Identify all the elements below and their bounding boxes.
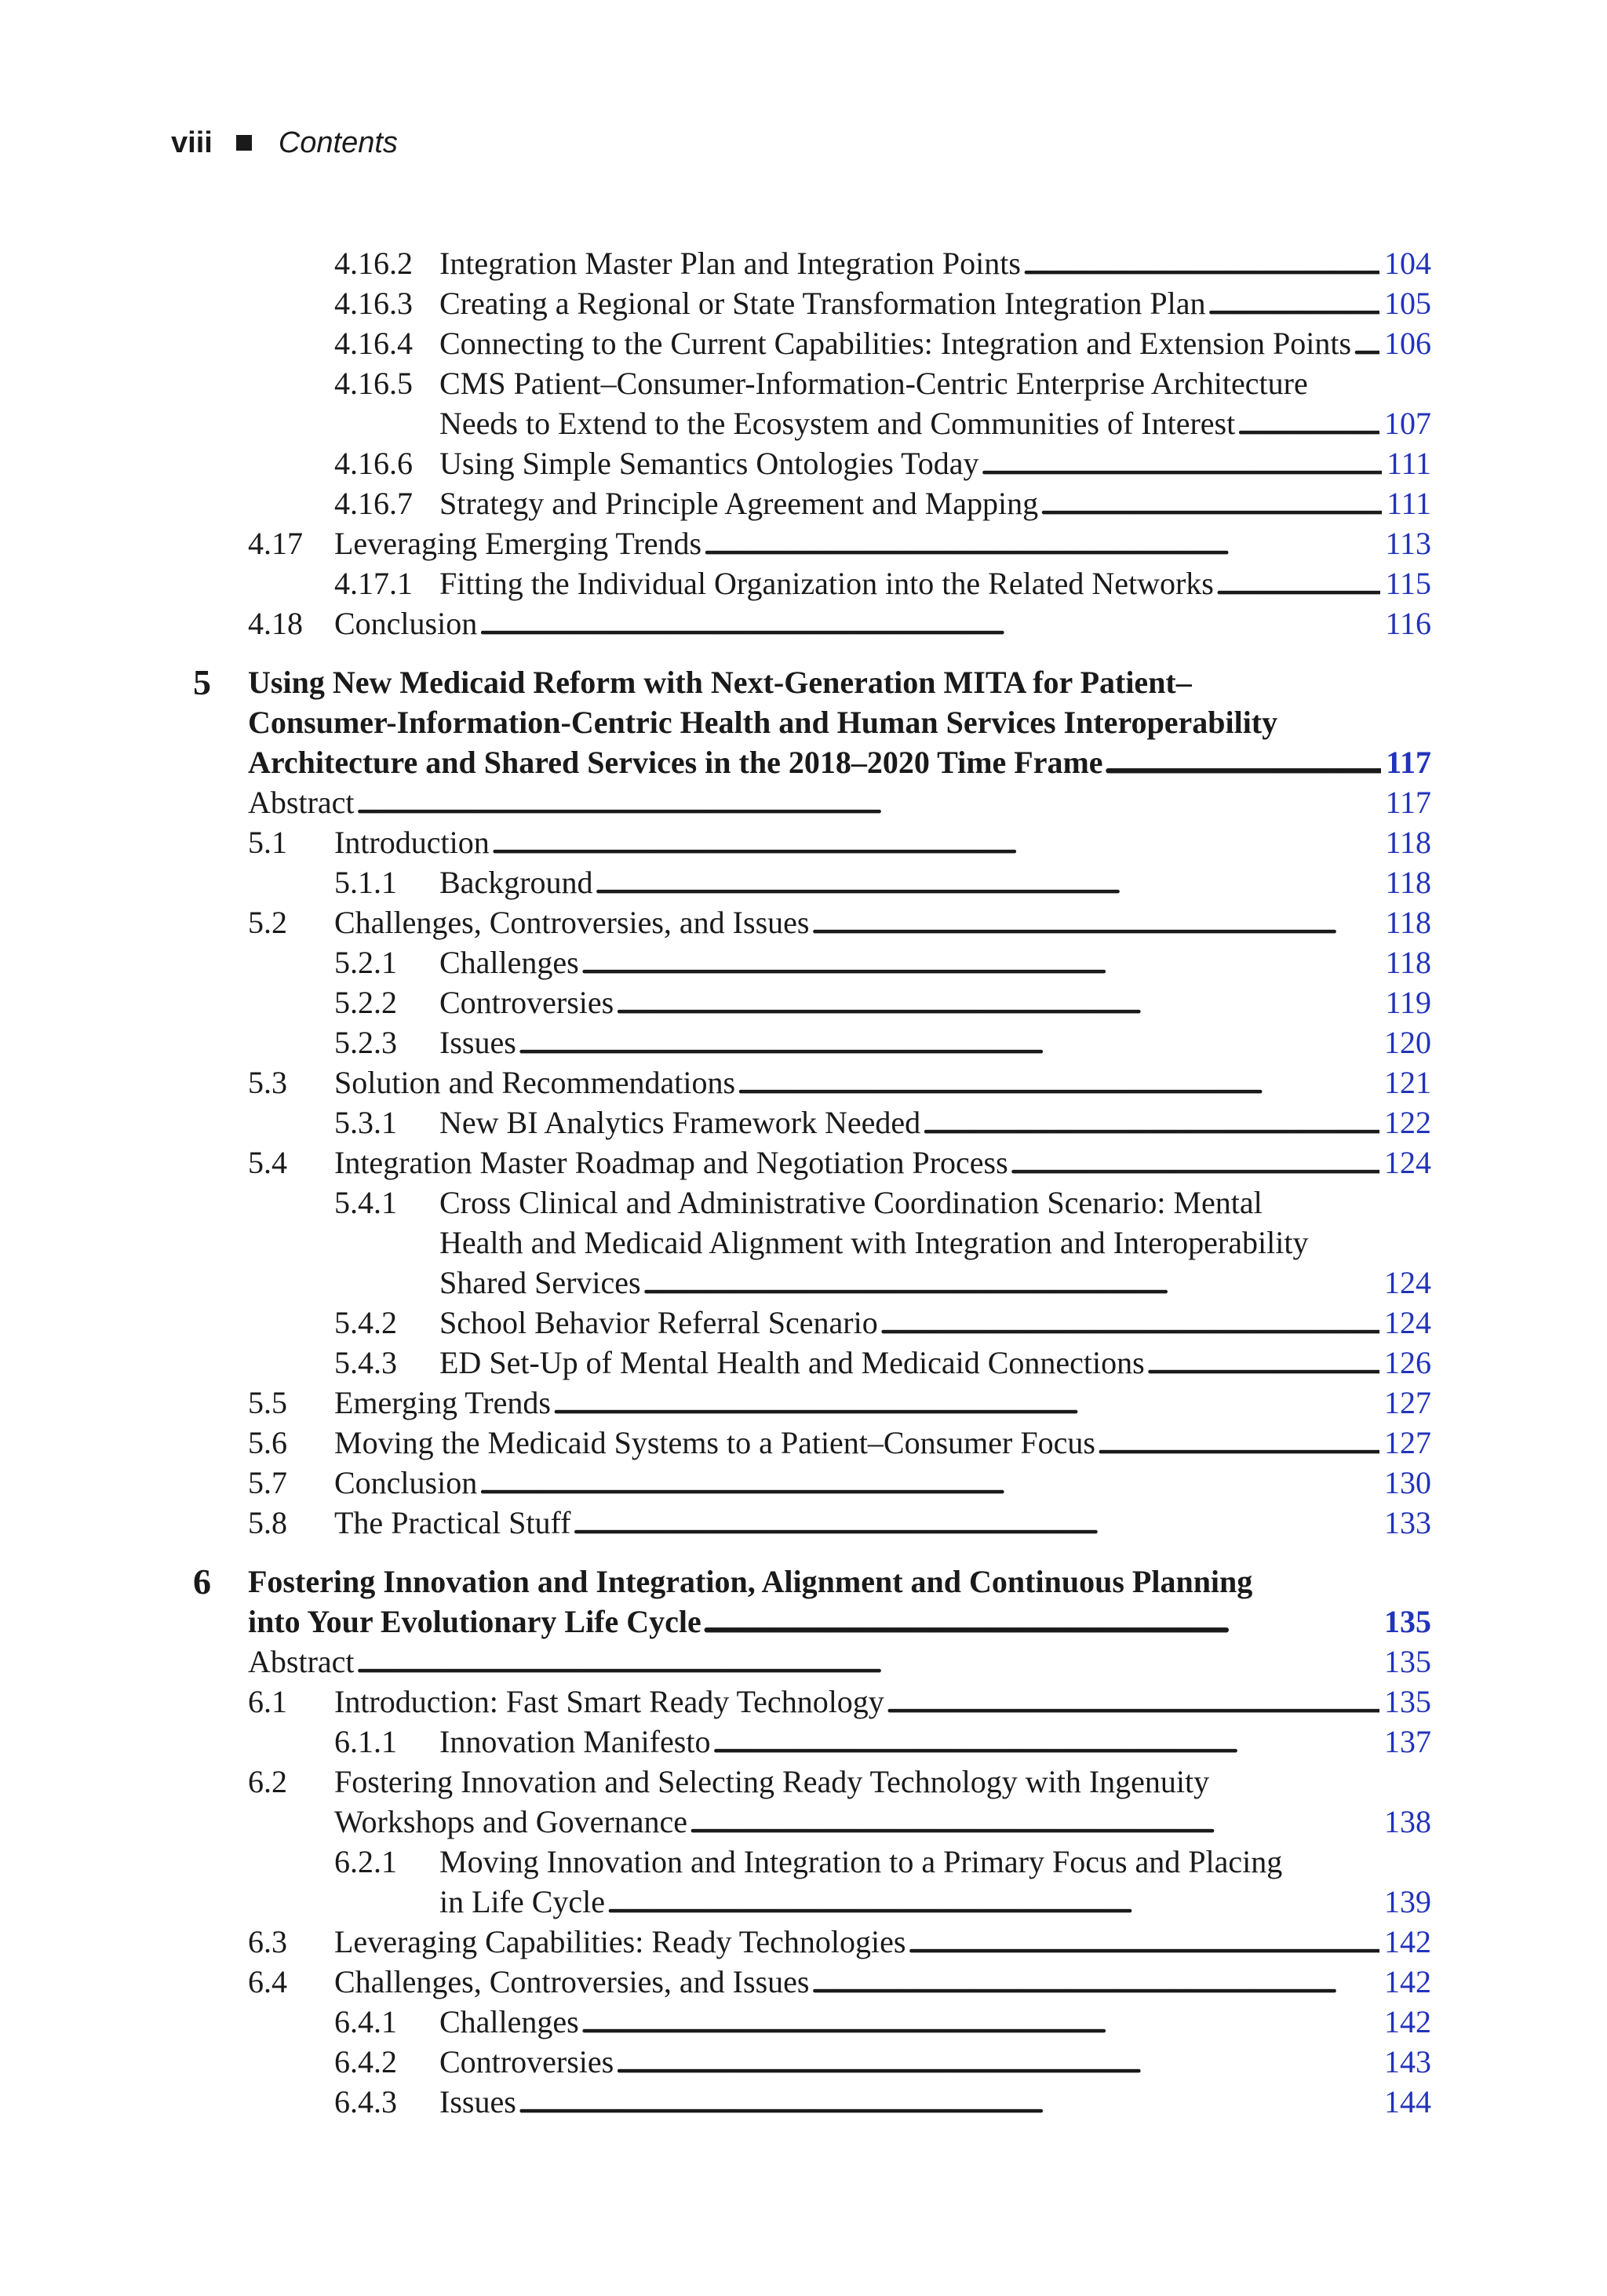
- toc-entry-title: New BI Analytics Framework Needed: [439, 1105, 921, 1140]
- dot-leader: [615, 2042, 1379, 2082]
- toc-entry[interactable]: [0, 982, 1607, 1022]
- toc-page-link[interactable]: 139: [1384, 1884, 1431, 1919]
- toc-entry-number: 6.1.1: [334, 1724, 397, 1759]
- toc-entry[interactable]: [0, 1183, 1607, 1303]
- toc-entry-number: 6.4.3: [334, 2084, 397, 2119]
- toc-entry[interactable]: [0, 1762, 1607, 1842]
- toc-chapter-entry[interactable]: [0, 662, 1607, 782]
- toc-page-link[interactable]: 142: [1384, 1964, 1431, 1999]
- toc-entry-number: 6.2.1: [334, 1844, 397, 1879]
- table-of-contents: [0, 243, 1607, 2122]
- toc-entry-title: into Your Evolutionary Life Cycle: [248, 1604, 701, 1639]
- toc-entry-title: Fitting the Individual Organization into the Related Networks: [439, 566, 1214, 601]
- dot-leader: [1097, 1423, 1379, 1463]
- toc-entry-title: Controversies: [439, 2044, 614, 2079]
- toc-entry[interactable]: [0, 1423, 1607, 1463]
- toc-entry-number: 5.6: [248, 1425, 287, 1460]
- toc-entry[interactable]: [0, 283, 1607, 323]
- toc-entry-title: Introduction: Fast Smart Ready Technology: [334, 1684, 884, 1719]
- page-folio: viii: [171, 126, 213, 159]
- toc-page-link[interactable]: 124: [1384, 1305, 1431, 1340]
- toc-entry[interactable]: [0, 902, 1607, 942]
- toc-entry[interactable]: [0, 2002, 1607, 2042]
- toc-page-link[interactable]: 119: [1385, 985, 1431, 1020]
- toc-entry[interactable]: [0, 862, 1607, 902]
- toc-entry-number: 5.5: [248, 1385, 287, 1420]
- toc-entry[interactable]: [0, 1922, 1607, 1962]
- toc-entry-number: 6.4.1: [334, 2004, 397, 2039]
- toc-entry-title: Moving the Medicaid Systems to a Patient–Consumer Focus: [334, 1425, 1095, 1460]
- toc-entry-title-line: Cross Clinical and Administrative Coordination Scenario: Mental: [439, 1185, 1263, 1220]
- toc-page-link[interactable]: 130: [1384, 1465, 1431, 1500]
- toc-page-link[interactable]: 144: [1384, 2084, 1431, 2119]
- toc-entry-number: 4.16.6: [334, 446, 413, 481]
- toc-page-link[interactable]: 135: [1384, 1644, 1431, 1679]
- dot-leader: [572, 1503, 1379, 1543]
- dot-leader: [607, 1882, 1379, 1922]
- toc-entry-title: Challenges, Controversies, and Issues: [334, 905, 810, 940]
- toc-page-link[interactable]: 121: [1384, 1065, 1431, 1100]
- toc-entry-number: 5.4.1: [334, 1185, 397, 1220]
- toc-entry-number: 6: [193, 1562, 211, 1602]
- toc-entry-number: 6.4: [248, 1964, 287, 1999]
- toc-entry[interactable]: [0, 1962, 1607, 2002]
- toc-entry[interactable]: [0, 1383, 1607, 1423]
- toc-entry-title: Conclusion: [334, 1465, 478, 1500]
- dot-leader: [518, 2082, 1379, 2122]
- toc-entry[interactable]: [0, 1102, 1607, 1143]
- toc-entry[interactable]: [0, 443, 1607, 483]
- toc-page-link[interactable]: 120: [1384, 1025, 1431, 1060]
- toc-entry-title: Conclusion: [334, 606, 478, 641]
- toc-entry[interactable]: [0, 1022, 1607, 1062]
- toc-entry-title-line: Using New Medicaid Reform with Next-Generation MITA for Patient–: [248, 665, 1192, 700]
- toc-page-link[interactable]: 118: [1385, 905, 1431, 940]
- toc-page-link[interactable]: 105: [1384, 286, 1431, 321]
- dot-leader: [703, 523, 1380, 563]
- toc-page-link[interactable]: 117: [1385, 785, 1431, 820]
- dot-leader: [811, 1962, 1379, 2002]
- toc-page-link[interactable]: 117: [1386, 745, 1431, 780]
- dot-leader: [886, 1682, 1379, 1722]
- toc-entry-title: Background: [439, 865, 593, 900]
- dot-leader: [981, 443, 1382, 483]
- toc-entry-title: Solution and Recommendations: [334, 1065, 736, 1100]
- toc-page-link[interactable]: 115: [1385, 566, 1431, 601]
- toc-entry-title-line: CMS Patient–Consumer-Information-Centric Enterprise Architecture: [439, 366, 1308, 401]
- toc-entry-title: Workshops and Governance: [334, 1804, 687, 1839]
- dot-leader: [703, 1602, 1379, 1642]
- toc-entry-title: Challenges: [439, 2004, 579, 2039]
- running-head-title: Contents: [278, 126, 398, 159]
- toc-entry-number: 6.3: [248, 1924, 287, 1959]
- toc-entry-title: ED Set-Up of Mental Health and Medicaid Connections: [439, 1345, 1145, 1380]
- toc-entry-title-line: Moving Innovation and Integration to a Primary Focus and Placing: [439, 1844, 1283, 1879]
- toc-entry-number: 5.1: [248, 825, 287, 860]
- dot-leader: [1010, 1143, 1379, 1183]
- toc-page-link[interactable]: 143: [1384, 2044, 1431, 2079]
- toc-page-link[interactable]: 124: [1384, 1265, 1431, 1300]
- toc-entry-title: in Life Cycle: [439, 1884, 606, 1919]
- dot-leader: [880, 1303, 1379, 1343]
- toc-entry[interactable]: [0, 1062, 1607, 1102]
- dot-leader: [689, 1802, 1379, 1842]
- toc-entry-number: 5.2: [248, 905, 287, 940]
- toc-entry-title: Integration Master Roadmap and Negotiation Process: [334, 1145, 1008, 1180]
- toc-entry-title: The Practical Stuff: [334, 1505, 571, 1540]
- toc-page-link[interactable]: 122: [1384, 1105, 1431, 1140]
- toc-entry-title-line: Consumer-Information-Centric Health and Human Services Interoperability: [248, 705, 1278, 740]
- toc-entry-number: 4.16.5: [334, 366, 413, 401]
- dot-leader: [479, 603, 1380, 643]
- toc-entry-title: Strategy and Principle Agreement and Mapping: [439, 486, 1039, 521]
- toc-page-link[interactable]: 118: [1385, 825, 1431, 860]
- toc-page-link[interactable]: 107: [1384, 406, 1431, 441]
- toc-entry-number: 5.4.3: [334, 1345, 397, 1380]
- toc-entry-title: Needs to Extend to the Ecosystem and Communities of Interest: [439, 406, 1236, 441]
- dot-leader: [737, 1062, 1379, 1102]
- toc-entry-number: 5.3: [248, 1065, 287, 1100]
- toc-page-link[interactable]: 106: [1384, 326, 1431, 361]
- dot-leader: [922, 1102, 1379, 1143]
- toc-entry[interactable]: [0, 603, 1607, 643]
- toc-page-link[interactable]: 118: [1385, 865, 1431, 900]
- dot-leader: [552, 1383, 1379, 1423]
- toc-entry-number: 5.2.2: [334, 985, 397, 1020]
- dot-leader: [356, 1642, 1379, 1682]
- dot-leader: [1207, 283, 1379, 323]
- toc-entry-title: Controversies: [439, 985, 614, 1020]
- toc-page-link[interactable]: 116: [1385, 606, 1431, 641]
- toc-entry-number: 5: [193, 662, 211, 702]
- dot-leader: [581, 942, 1381, 982]
- toc-page-link[interactable]: 118: [1385, 945, 1431, 980]
- toc-entry-number: 4.18: [248, 606, 303, 641]
- toc-entry-title: Innovation Manifesto: [439, 1724, 711, 1759]
- square-separator-icon: [236, 135, 252, 151]
- toc-entry-title: Abstract: [248, 785, 355, 820]
- toc-entry-number: 5.1.1: [334, 865, 397, 900]
- toc-page-link[interactable]: 124: [1384, 1145, 1431, 1180]
- toc-entry[interactable]: [0, 563, 1607, 603]
- toc-entry-title-line: Fostering Innovation and Integration, Alignment and Continuous Planning: [248, 1564, 1253, 1599]
- dot-leader: [581, 2002, 1379, 2042]
- toc-entry[interactable]: [0, 1642, 1607, 1682]
- toc-entry[interactable]: [0, 1343, 1607, 1383]
- toc-entry-title: Shared Services: [439, 1265, 641, 1300]
- dot-leader: [518, 1022, 1379, 1062]
- toc-page-link[interactable]: 142: [1384, 1924, 1431, 1959]
- toc-entry-number: 5.4.2: [334, 1305, 397, 1340]
- toc-entry-number: 4.17.1: [334, 566, 413, 601]
- toc-entry[interactable]: [0, 523, 1607, 563]
- dot-leader: [615, 982, 1380, 1022]
- toc-entry[interactable]: [0, 1842, 1607, 1922]
- toc-entry-title: Challenges, Controversies, and Issues: [334, 1964, 810, 1999]
- dot-leader: [1022, 243, 1379, 283]
- toc-entry-title: Integration Master Plan and Integration Points: [439, 246, 1021, 281]
- toc-entry-number: 6.2: [248, 1764, 287, 1799]
- toc-page-link[interactable]: 111: [1386, 446, 1431, 481]
- toc-page-link[interactable]: 135: [1384, 1684, 1431, 1719]
- toc-entry-number: 5.8: [248, 1505, 287, 1540]
- toc-entry-title: Issues: [439, 1025, 516, 1060]
- toc-page-link[interactable]: 104: [1384, 246, 1431, 281]
- dot-leader: [712, 1722, 1380, 1762]
- dot-leader: [491, 822, 1381, 862]
- toc-page-link[interactable]: 142: [1384, 2004, 1431, 2039]
- toc-entry[interactable]: [0, 782, 1607, 822]
- toc-entry-title-line: Health and Medicaid Alignment with Integration and Interoperability: [439, 1225, 1309, 1260]
- dot-leader: [479, 1463, 1379, 1503]
- toc-entry-title: Architecture and Shared Services in the 2018–2020 Time Frame: [248, 745, 1103, 780]
- toc-entry[interactable]: [0, 822, 1607, 862]
- toc-entry-title: Abstract: [248, 1644, 355, 1679]
- toc-entry-number: 4.16.2: [334, 246, 413, 281]
- toc-entry[interactable]: [0, 1303, 1607, 1343]
- toc-entry-number: 5.3.1: [334, 1105, 397, 1140]
- toc-page-link[interactable]: 113: [1385, 526, 1431, 561]
- toc-page-link[interactable]: 138: [1384, 1804, 1431, 1839]
- toc-entry-title-line: Fostering Innovation and Selecting Ready Technology with Ingenuity: [334, 1764, 1210, 1799]
- toc-entry-title: Connecting to the Current Capabilities: Integration and Extension Points: [439, 326, 1352, 361]
- toc-entry-title: Creating a Regional or State Transformation Integration Plan: [439, 286, 1206, 321]
- toc-page-link[interactable]: 127: [1384, 1425, 1431, 1460]
- toc-entry[interactable]: [0, 323, 1607, 363]
- toc-entry[interactable]: [0, 1503, 1607, 1543]
- toc-entry[interactable]: [0, 1463, 1607, 1503]
- toc-entry-title: Challenges: [439, 945, 579, 980]
- toc-entry-title: Emerging Trends: [334, 1385, 551, 1420]
- dot-leader: [811, 902, 1380, 942]
- dot-leader: [356, 782, 1381, 822]
- toc-entry[interactable]: [0, 2082, 1607, 2122]
- toc-entry[interactable]: [0, 942, 1607, 982]
- toc-entry-number: 4.16.3: [334, 286, 413, 321]
- toc-entry[interactable]: [0, 1143, 1607, 1183]
- toc-entry-number: 5.4: [248, 1145, 287, 1180]
- toc-entry[interactable]: [0, 1722, 1607, 1762]
- toc-entry-number: 4.16.7: [334, 486, 413, 521]
- dot-leader: [595, 862, 1381, 902]
- toc-entry-number: 6.4.2: [334, 2044, 397, 2079]
- toc-entry-title: Leveraging Emerging Trends: [334, 526, 702, 561]
- toc-chapter-entry[interactable]: [0, 1562, 1607, 1642]
- dot-leader: [1237, 403, 1379, 443]
- toc-entry[interactable]: [0, 483, 1607, 523]
- dot-leader: [907, 1922, 1379, 1962]
- toc-entry-title: School Behavior Referral Scenario: [439, 1305, 878, 1340]
- dot-leader: [1353, 323, 1379, 363]
- toc-entry-number: 5.2.1: [334, 945, 397, 980]
- dot-leader: [1040, 483, 1382, 523]
- toc-entry[interactable]: [0, 1682, 1607, 1722]
- dot-leader: [1146, 1343, 1379, 1383]
- running-head: [171, 121, 398, 165]
- toc-entry-number: 4.17: [248, 526, 303, 561]
- toc-entry-number: 4.16.4: [334, 326, 413, 361]
- toc-entry-title: Introduction: [334, 825, 490, 860]
- toc-entry[interactable]: [0, 2042, 1607, 2082]
- dot-leader: [1215, 563, 1381, 603]
- toc-page-link[interactable]: 127: [1384, 1385, 1431, 1420]
- toc-page-link[interactable]: 137: [1384, 1724, 1431, 1759]
- toc-entry-title: Leveraging Capabilities: Ready Technologies: [334, 1924, 906, 1959]
- dot-leader: [643, 1263, 1379, 1303]
- toc-entry[interactable]: [0, 363, 1607, 443]
- toc-entry-number: 5.2.3: [334, 1025, 397, 1060]
- toc-entry-title: Using Simple Semantics Ontologies Today: [439, 446, 979, 481]
- toc-page-link[interactable]: 133: [1384, 1505, 1431, 1540]
- toc-entry-number: 6.1: [248, 1684, 287, 1719]
- toc-page-link[interactable]: 111: [1386, 486, 1431, 521]
- dot-leader: [1105, 742, 1382, 782]
- toc-page-link[interactable]: 135: [1384, 1604, 1431, 1639]
- toc-page-link[interactable]: 126: [1384, 1345, 1431, 1380]
- toc-entry-number: 5.7: [248, 1465, 287, 1500]
- toc-entry-title: Issues: [439, 2084, 516, 2119]
- toc-entry[interactable]: [0, 243, 1607, 283]
